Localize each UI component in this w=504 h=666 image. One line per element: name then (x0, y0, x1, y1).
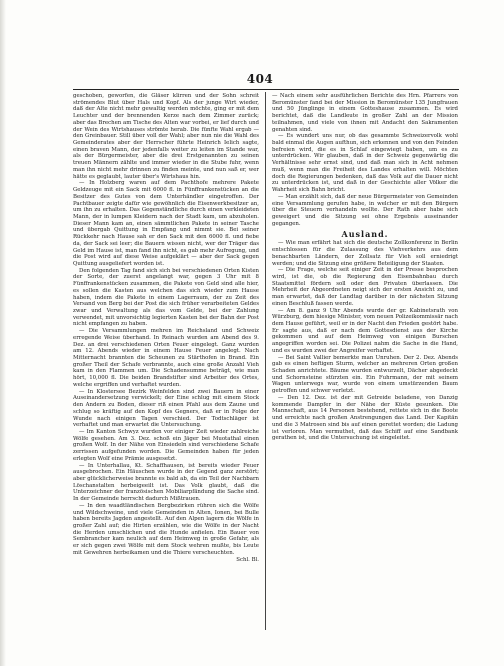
article-paragraph: — Nach einem sehr ausführlichen Berichte des Hrn. Pfarrers von Beromünster fand bei der Mission in Beromünster 135 Jungfrauen und 50 Jünglinge in einem Gotteshause zusammen. Es wird berichtet, daß die Landleute in großer Zahl an der Mission teilnahmen, und viele von ihnen mit Andacht den Sakramenten genahten sind. (272, 93, 458, 133)
article-paragraph: — Die Versammlungen mehren im Reichsland und Schweiz erregende Weise überhand. In Reinach wurden am Abend des 9. Dez. an drei verschiedenen Orten Feuer eingelegt. Ganz wurden am 12. Abends wieder in einem Hause Feuer angelegt. Nach Mitternacht brannten die Scheunen zu Stärthofen in Brand. Ein großer Theil der Schafe verbrannte, auch eine große Anzahl Vieh kam in den Flammen um. Die Schadensumme beträgt, wie man hört, 10,000 fl. Die beiden Brandstifter sind Arbeiter des Ortes, welche ergriffen und verhaftet wurden. (73, 328, 259, 388)
article-paragraph: — Den 12. Dez. ist der mit Getreide beladene, von Danzig kommende Dampfer in der Nähe der Küste gesunken. Die Mannschaft, aus 14 Personen bestehend, rettete sich in die Boote und erreichte nach großen Anstrengungen das Land. Der Kapitän und die 3 Matrosen sind bis auf einen gerettet worden; die Ladung ist verloren. Man vermuthet, daß das Schiff auf eine Sandbank gerathen ist, und die Untersuchung ist eingeleitet. (272, 394, 458, 442)
article-paragraph: — In Klostersee Bezirk Weinfelden sind zwei Bauern in einer Auseinandersetzung verwickelt; der Eine schlug mit einem Stock den Andern zu Boden, dieser riß einen Pfahl aus dem Zaune und schlug so kräftig auf den Kopf des Gegners, daß er in Folge der Wunde nach einigen Tagen verschied. Der Todtschläger ist verhaftet und man erwartet die Untersuchung. (73, 388, 259, 429)
article-signature: Schl. Bl. (236, 556, 259, 563)
article-paragraph: geschoben, geworfen, die Gläser klirren und der Sohn schreit strömendes Blut über Hals und Kopf. Als der junge Wirt wieder, daß der Alte nicht mehr gewaltig werden möchte, ging er mit dem Leuchter und der brennenden Kerze nach dem Zimmer zurück; aber das Brechen am Tische des Alten war vorbei, er lief durch und der Wein des Wirtshauses strömte herab. Die fünfte Wahl ergab — den Greinbauer. Still über voll der Wahl; aber nun nie die Wahl des Gemeinderates aber der Herrscher führte Heinrich Ielich sagte, einen braven Mann, der jedenfalls weiter zu leiten im Stande war, als der Bürgermeister, aber die drei Erstgenannten zu seinen treuen Männern zählte und immer wieder in die Stube fuhr, wenn man ihn nicht mehr drinnen zu finden meinte, und nun saß er, wer hätte es geglaubt, lauter über's Wirtshaus hin. (73, 93, 259, 180)
header-rule (73, 89, 459, 90)
article-paragraph: Den folgenden Tag fand sich sich bei verschiedenen Orten Kisten der Sorte, der zuerst angelangt war, gegen 3 Uhr mit 8 Fünffrankenstücken zusammen, die Pakete von Geld sind alle hier, es sollen die Kasten aus welchen das sich wieder zum Hause haben, indem die Pakete in einem Lagerraum, der zu Zeit des Versand von Berg bei der Post die sich früher verarbeiteten Geldes zwar und Verwaltung als das vom Gelde, bei der Zahlung verwendet, mit unvorsichtig legierten Kasten bei der Bahn der Post nicht empfangen zu haben. (73, 267, 259, 328)
column-divider (265, 92, 266, 630)
section-heading-ausland: Ausland. (341, 229, 389, 240)
article-paragraph: — Am 8. ganz 9 Uhr Abends wurde der gr. Kabinetsrath von Würzburg, dem hiesige Minister, vom neuen Polizeikommissär nach dem Hause geführt, weil er in der Nacht den Frieden gestört habe. Er sagte aus, daß er nach dem Gottesdienst aus der Kirche gekommen und auf dem Heimweg von einigen Burschen angegriffen worden sei. Die Polizei nahm die Sache in die Hand, und es wurden zwei der Angreifer verhaftet. (272, 307, 458, 354)
page-edge-shadow (0, 0, 6, 666)
article-paragraph: — Wie man erfährt hat sich die deutsche Zollkonferenz in Berlin entschlossen für die Zulassung des Viehverkehrs aus dem benachbarten Ländern, der Zollsatz für Vieh soll erniedrigt werden; und die Sitzung eine größere Beteiligung der Staaten. (272, 240, 458, 267)
right-column (272, 93, 458, 629)
article-paragraph: — Im Kanton Schwyz wurden vor einiger Zeit wieder zahlreiche Wölfe gesehen. Am 3. Dez. schoß ein Jäger bei Muotathal einen großen Wolf. In der Nähe von Einsiedeln sind verschiedene Schafe zerrissen aufgefunden worden. Die Gemeinden haben für jeden erlegten Wolf eine Prämie ausgesetzt. (73, 428, 259, 462)
left-column (73, 93, 259, 629)
article-paragraph: — Bei Saint Vallier bemerkte man Unruhen. Der 2. Dez. Abends gab es einen heftigen Sturm, welcher an mehreren Orten großen Schaden anrichtete. Bäume wurden entwurzelt, Dächer abgedeckt und Schornsteine stürzten ein. Ein Fuhrmann, der mit seinem Wagen unterwegs war, wurde von einem umstürzenden Baum getroffen und schwer verletzt. (272, 354, 458, 395)
article-paragraph: — In Holzberg waren auf dem Pachthofe mehrere Pakete Geldzeuge mit ein Sack mit 6000 fl. in Fünffrankenstücken an die Besitzer des Gutes von dem Unterhändler eingetroffen. Der Pachtbauer zeigte dafür wie gewöhnlich die Eisenwerkbesitzer an, um ihn zu erhalten. Das Gegenständliche durch einen verkleideten Mann, der in lumpen Kleidern nach der Stadt kam, um abzuholen. Dieser Mann kam an, einen sämmtlichen Pakete in seiner Tasche und übergab Quittung in Empfang und nimmt sie. Bei seiner Rückkehr nach Hause sah er den Sack mit den 6000 fl. und fiebe da, der Sack sei leer; die Bauern wissen nicht, wer der Träger das Geld im Hause ist, man fand ihn nicht, es gab mehr Aufregung, und die Post wird auf diese Weise aufgeklärt — aber der Sack gegen Quittung ausgeliefert worden ist. (73, 180, 259, 267)
article-paragraph: — Es wundert uns nur, ob das gesammte Schweizervolk wohl bald einmal die Augen aufthun, sich erkennen und von den Feinden befreien wird, die es in Schlaf eingewiegt haben, um es zu unterdrücken. Wir glauben, daß in der Schweiz gegenwärtig die Verhältnisse sehr ernst sind, und daß man sich in Acht nehmen muß, wenn man die Freiheit des Landes erhalten will. Möchten doch die Regierungen bedenken, daß das Volk auf die Dauer nicht zu unterdrücken ist, und daß in der Geschichte aller Völker die Wahrheit sich Bahn bricht. (272, 133, 458, 194)
page-number: 404 (246, 72, 274, 86)
article-paragraph: — In Unterhallau, Kt. Schaffhausen, ist bereits wieder Feuer ausgebrochen. Ein Häuschen wurde in der Gegend ganz zerstört; aber glücklicherweise brannte es bald ab, da ein Teil der Nachbarn Löschanstalten herbeigeeilt ist. Das Volk glaubt, daß die Unterzeichner der französischen Mobiliarpfändung die Sache sind. In der Gemeinde herrscht dadurch Mißtrauen. (73, 462, 259, 503)
article-paragraph: — Die Frage, welche seit einiger Zeit in der Presse besprochen wird, ist die, ob die Regierung den Eisenbahnbau durch Staatsmittel fördern soll oder den Privaten überlassen. Die Mehrheit der Abgeordneten neigt sich der ersten Ansicht zu, und man erwartet, daß der Landtag darüber in der nächsten Sitzung einen Beschluß fassen werde. (272, 267, 458, 307)
article-paragraph: — In den waadtländischen Bergbezirken rühren sich die Wölfe und Wildschweine, und viele Gemeinden in Alten, Ionen, bei Bulle haben bereits Jagden angestellt. Auf den Alpen lagern die Wölfe in großer Zahl auf; die Hirten erzählen, wie die Wölfe in der Nacht die Herden umschlichen und die Hunde anfielen. Ein Bauer von Sembrancher kam neulich auf dem Heimweg in große Gefahr, als er sich gegen zwei Wölfe mit dem Stock wehren mußte, bis Leute mit Gewehren herbeikamen und die Thiere verscheuchten. (73, 502, 259, 556)
article-paragraph: — Man erzählt sich, daß der neue Bürgermeister von Gemeinden eine Versammlung gerufen habe, in welcher er mit den Bürgern über die Steuern verhandeln wollte. Der Rath aber habe sich geweigert und die Sitzung sei ohne Ergebnis auseinander gegangen. (272, 193, 458, 227)
